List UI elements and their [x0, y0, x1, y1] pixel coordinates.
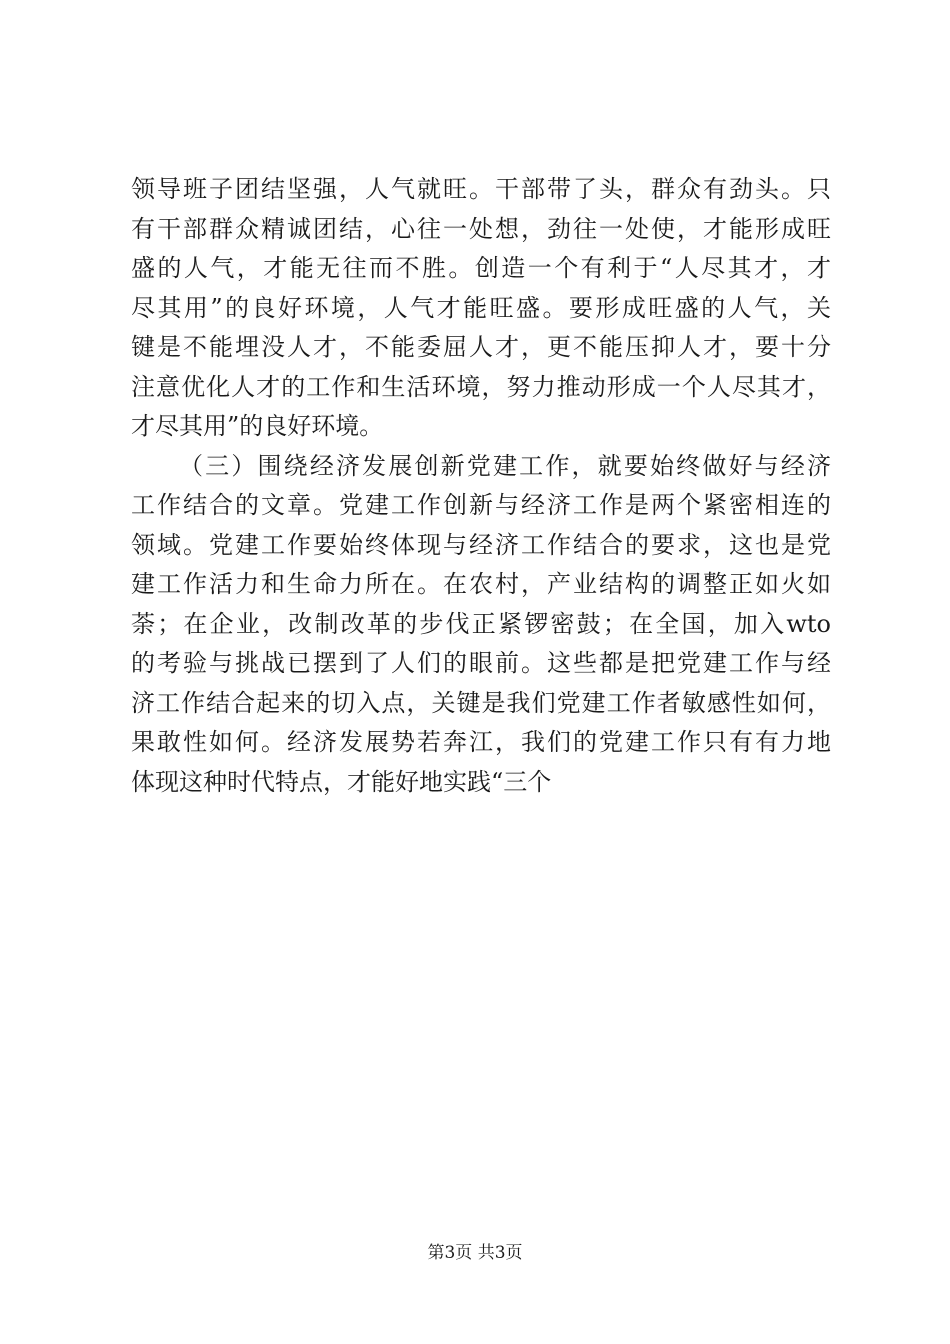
paragraph [131, 170, 831, 447]
text-line: 键是不能埋没人才，不能委屈人才，更不能压抑人才，要十分 [131, 333, 831, 361]
text-line: 的考验与挑战已摆到了人们的眼前。这些都是把党建工作与经 [131, 649, 831, 677]
paragraph [131, 447, 831, 803]
text-line: 领导班子团结坚强，人气就旺。干部带了头，群众有劲头。只 [131, 175, 831, 203]
text-line: 才尽其用”的良好环境。 [131, 412, 384, 440]
text-line: 济工作结合起来的切入点，关键是我们党建工作者敏感性如何， [131, 688, 831, 717]
text-line: 荼；在企业，改制改革的步伐正紧锣密鼓；在全国，加入wto [131, 609, 831, 638]
text-line: 工作结合的文章。党建工作创新与经济工作是两个紧密相连的 [131, 491, 831, 519]
text-line: （三）围绕经济发展创新党建工作，就要始终做好与经济 [179, 451, 831, 480]
document-body [131, 170, 831, 802]
text-line: 注意优化人才的工作和生活环境，努力推动形成一个人尽其才， [131, 372, 831, 401]
text-line: 领域。党建工作要始终体现与经济工作结合的要求，这也是党 [131, 530, 831, 559]
text-line: 盛的人气，才能无往而不胜。创造一个有利于“人尽其才，才 [131, 254, 831, 282]
page-number: 第3页 共3页 [427, 1243, 523, 1263]
text-line: 体现这种时代特点，才能好地实践“三个 [131, 767, 552, 796]
text-line: 果敢性如何。经济发展势若奔江，我们的党建工作只有有力地 [131, 728, 831, 756]
page-footer [0, 1241, 950, 1265]
text-line: 建工作活力和生命力所在。在农村，产业结构的调整正如火如 [131, 570, 831, 598]
text-line: 尽其用”的良好环境，人气才能旺盛。要形成旺盛的人气，关 [131, 293, 831, 322]
text-line: 有干部群众精诚团结，心往一处想，劲往一处使，才能形成旺 [131, 214, 831, 243]
